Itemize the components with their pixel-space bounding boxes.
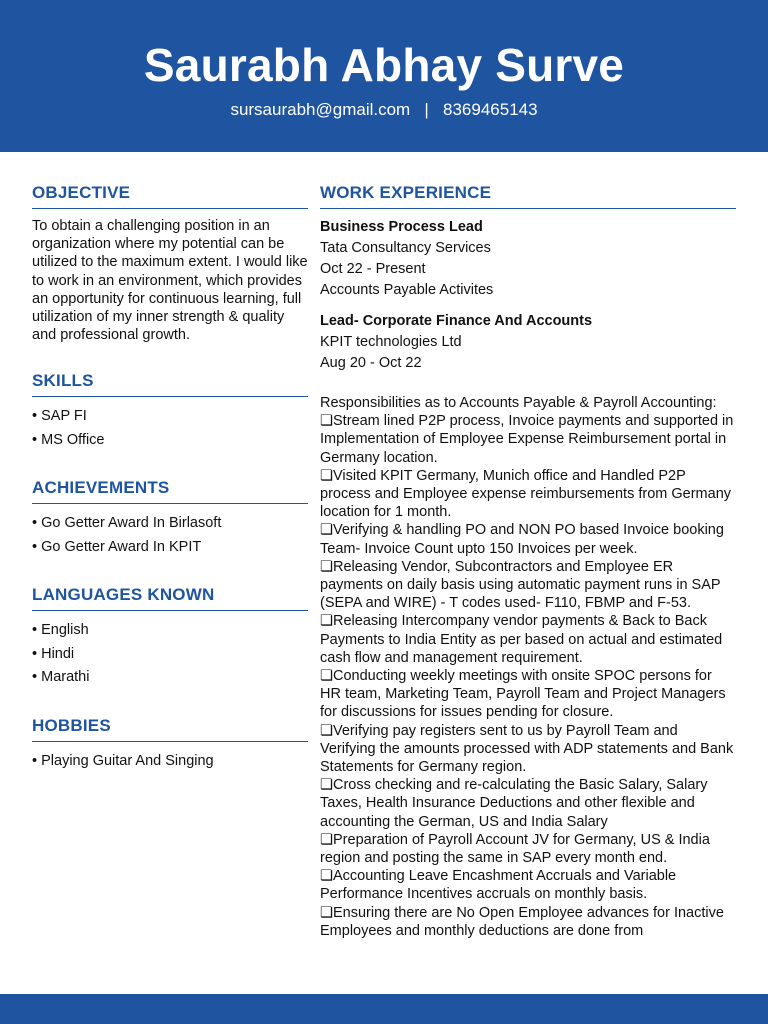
- achievement-item: • Go Getter Award In KPIT: [32, 536, 308, 560]
- hobby-item: • Playing Guitar And Singing: [32, 750, 308, 774]
- job-company: Tata Consultancy Services: [320, 240, 491, 256]
- responsibility-item: ❏ Preparation of Payroll Account JV for Germany, US & India region and posting the same in SAP every month end.: [320, 831, 736, 867]
- hobbies-title: HOBBIES: [32, 715, 308, 742]
- objective-title: OBJECTIVE: [32, 182, 308, 209]
- contact-line: [0, 100, 768, 120]
- responsibility-item: ❏ Visited KPIT Germany, Munich office and Handled P2P process and Employee expense reimbursements from Germany location for 1 month.: [320, 467, 736, 522]
- hobbies-list: [32, 750, 308, 774]
- objective-text: To obtain a challenging position in an organization where my potential can be utilized to the maximum extent. I would like to work in an environment, which provides an opportunity for continuous learning, full utilization of my inner strength & quality and professional growth.: [32, 218, 308, 344]
- achievements-list: [32, 512, 308, 559]
- job-company: KPIT technologies Ltd: [320, 334, 462, 350]
- right-column: [320, 182, 736, 982]
- language-item: • English: [32, 619, 308, 643]
- candidate-name: Saurabh Abhay Surve: [143, 39, 625, 91]
- responsibilities: [320, 394, 736, 940]
- left-column: [32, 182, 308, 773]
- achievement-item: • Go Getter Award In Birlasoft: [32, 512, 308, 536]
- responsibility-item: ❏ Conducting weekly meetings with onsite SPOC persons for HR team, Marketing Team, Payroll Team and Project Managers for discussions for issues pending for closure.: [320, 667, 736, 722]
- job-role: Business Process Lead: [320, 219, 483, 235]
- languages-section: [32, 584, 308, 690]
- footer-bar: [0, 994, 768, 1024]
- phone-number[interactable]: 8369465143: [443, 100, 538, 119]
- email-link[interactable]: sursaurabh@gmail.com: [230, 100, 411, 119]
- job-summary: Accounts Payable Activites: [320, 282, 494, 298]
- responsibility-item: ❏ Verifying & handling PO and NON PO based Invoice booking Team- Invoice Count upto 150 Invoices per week.: [320, 521, 736, 557]
- contact-separator: |: [424, 100, 429, 119]
- skills-list: [32, 405, 308, 452]
- languages-title: LANGUAGES KNOWN: [32, 584, 308, 611]
- skills-title: SKILLS: [32, 370, 308, 397]
- job-entry: [320, 311, 736, 374]
- responsibility-item: ❏ Releasing Intercompany vendor payments & Back to Back Payments to India Entity as per based on actual and estimated cash flow and management requirement.: [320, 612, 736, 667]
- hobbies-section: [32, 715, 308, 774]
- skill-item: • SAP FI: [32, 405, 308, 429]
- responsibility-item: ❏ Accounting Leave Encashment Accruals and Variable Performance Incentives accruals on monthly basis.: [320, 867, 736, 903]
- resume-header: [0, 0, 768, 152]
- language-item: • Marathi: [32, 666, 308, 690]
- objective-section: [32, 182, 308, 344]
- responsibility-item: ❏ Stream lined P2P process, Invoice payments and supported in Implementation of Employee Expense Reimbursement portal in Germany location.: [320, 412, 736, 467]
- responsibility-item: ❏ Releasing Vendor, Subcontractors and Employee ER payments on daily basis using automatic payment runs in SAP (SEPA and WIRE) - T codes used- F110, FBMP and F-53.: [320, 558, 736, 613]
- skill-item: • MS Office: [32, 429, 308, 453]
- skills-section: [32, 370, 308, 452]
- job-dates: Oct 22 - Present: [320, 261, 426, 277]
- responsibility-item: ❏ Verifying pay registers sent to us by Payroll Team and Verifying the amounts processed with ADP statements and Bank Statements for Germany region.: [320, 722, 736, 777]
- responsibility-item: ❏ Ensuring there are No Open Employee advances for Inactive Employees and monthly deductions are done from: [320, 904, 736, 940]
- job-entry: [320, 217, 736, 301]
- language-item: • Hindi: [32, 643, 308, 667]
- languages-list: [32, 619, 308, 690]
- work-experience-title: WORK EXPERIENCE: [320, 182, 736, 209]
- achievements-section: [32, 477, 308, 559]
- responsibilities-intro: Responsibilities as to Accounts Payable & Payroll Accounting:: [320, 395, 717, 411]
- achievements-title: ACHIEVEMENTS: [32, 477, 308, 504]
- job-role: Lead- Corporate Finance And Accounts: [320, 313, 593, 329]
- job-dates: Aug 20 - Oct 22: [320, 355, 422, 371]
- responsibility-item: ❏ Cross checking and re-calculating the Basic Salary, Salary Taxes, Health Insurance Deductions and other flexible and accounting the German, US and India Salary: [320, 776, 736, 831]
